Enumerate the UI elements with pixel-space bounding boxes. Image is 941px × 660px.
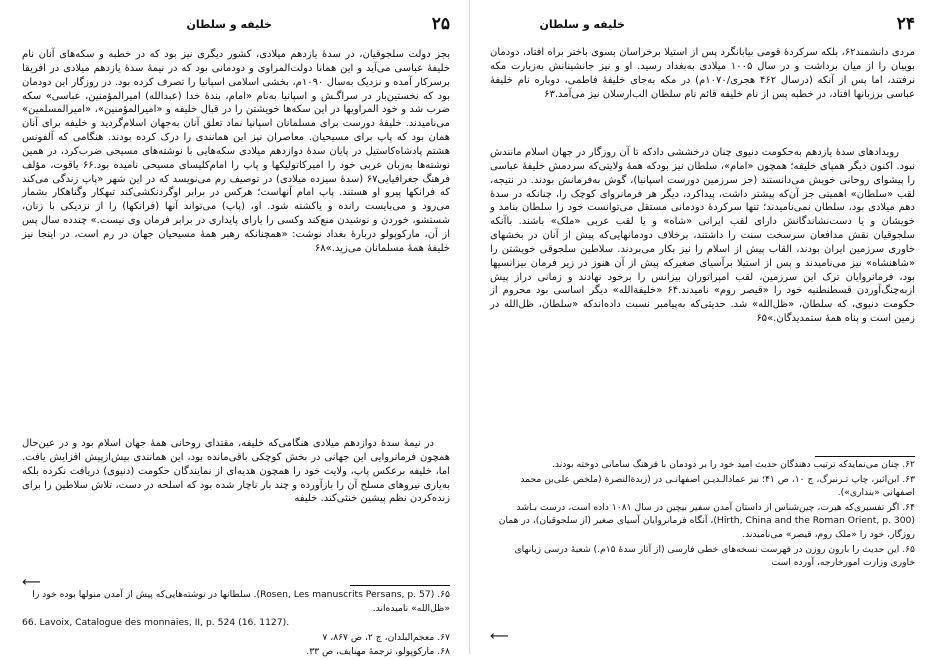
right-page-number: ۲۴ (896, 14, 915, 34)
right-footnotes (490, 458, 915, 571)
left-page-number: ۲۵ (431, 14, 450, 34)
left-footnotes (22, 588, 450, 660)
left-page-header (30, 14, 450, 40)
footnote-62: ۶۲. چنان می‌نماید‌که ترتیب دهندگان حدیث امید خود را بر دودمان با فرهنگ سامانی دوخته بودند. (551, 459, 915, 470)
right-page-header (490, 14, 915, 40)
footnote-67: ۶۷. معجم‌البلدان، ج ۲، ص ۸۶۷، ۷ (322, 631, 450, 643)
left-paragraph-1: بجز دولت سلجوقیان، در سدهٔ یازدهم میلادی، کشور دیگری نیز بود که در خطبه و سکه‌های آنان نام خلیفهٔ عباسی می‌آید و این همانا دولت‌المراوی و دودمانی بود که در نیمهٔ سدهٔ یازدهم میلادی در افریقا برسرکار آمده و نزدیک به‌سال ۱۰۹۰م، بخشی اسلامی اسپانیا را تصرف کرده بود. در روزگار این دودمان بود که نخستین‌بار در سراگـش و اسپانیا به‌نام «امام، بندهٔ خدا (عبدالله) امیرالمؤمنین، عباسی» سکه ضرب شد و خود المراویها در این سکه‌ها خویشتن را در قبال خلیفه و «امیرالمؤمنین»، «امیرالمسلمین» می‌نامیدند. خلیفهٔ دورست برای مسلمانان اسپانیا نماد تعلق آنان به‌جهان اسلام‌گردید و خلیفه برای آنان همان بود که پاپ برای مسیحیان. معاصران نیز این همانندی را درک کرده بودند. هنگامی که آلفونس هشتم پادشاه‌کاستیل در پایان سدهٔ دوازدهم میلادی سکه‌هایی با نوشته‌های مسیحی ضرب‌کرد، در همین نوشته‌ها به‌زبان عربی خود را امیرکاتولیکها و پاپ را امام‌کلیسای مسیحی نامیده بود.۶۶ یاقوت، مؤلف فرهنگ جغرافیایی۶۷ (سدهٔ سیزده میلادی) در توصیف رم می‌نویسد که در این شهر «پاپ زندگی می‌کند که فرانکها پیرو او هستند. پاپ امام آنهاست؛ هرکس در برابر او‌گردنکشی‌کند تبهکار و‌گناهکار بشمار می‌رود و می‌بایست رانده و یا‌کشته شود. او، (پاپ) می‌تواند آنها (فرانکها) را از نزدیکی با زنان، شستشو، خوردن و نوشیدن منع‌کند وکسی را یارای پایداری در برابر فرمان وی نیست.» چند‌ده سال پس از آن، مارکوپولو دربارهٔ بغداد نوشت: «همچنانکه رهبر همهٔ مسیحیان جهان در رم است، در اینجا نیز خلیفهٔ همهٔ مسلمانان می‌زید.»۶۸ (22, 49, 450, 254)
footnote-65-right: ۶۵. این حدیث را بارون روزن در فهرست نسخه‌های خطی فارسی (از آثار سدهٔ ۱۵م.) شعبهٔ درسی زبانهای خاوری وزارت امورخارجه، آورده است (514, 543, 915, 569)
right-page (470, 0, 941, 654)
left-footnote-separator (350, 585, 450, 586)
footnote-65-left: ۶۵. (Rosen, Les manuscrits Persans, p. 57). سلطانها در نوشته‌هایی‌که پیش از آمدن منولها بوده خود را «ظل‌الله» نامیده‌اند. (32, 589, 450, 614)
right-continuation-arrow: ⟵ (490, 629, 509, 644)
footnote-68: ۶۸. مارکوپولو، ترجمهٔ مهنایف، ص ۳۳. (306, 646, 450, 658)
left-running-title: خلیفه و سلطان (186, 18, 272, 31)
right-footnote-separator (815, 456, 915, 457)
footnote-66: 66. Lavoix, Catalogue des monnaies, II, p. 524 (16. 1127). (22, 617, 290, 629)
footnote-64: ۶۴. اگر تفسیری‌که هیرت، چین‌شناس از داستان آمدن سفیر بیچین در سال ۱۰۸۱ داده است، درست بـاشد (Hirth, China and the Roman Orient, p. 300)، آنگاه فرمانروایان آسیای صغیر (از سلجوقیان)، در همان روزگار، خود را «ملک روم، قیصر» می‌نامیدند. (498, 501, 915, 540)
footnote-63: ۶۳. ابن‌اثیر، چاپ تـرنبرگ، ج ۱۰، ص ۴۱؛ نیز عمادالـدیـن اصفهانـی در (زبدةالنصرة (ملخص علی‌بن محمد اصفهانی «بنداری»). (520, 473, 915, 499)
left-paragraph-2: در نیمهٔ سدهٔ دوازدهم میلادی هنگامی‌که خلیفه، مقتدای روحانی همهٔ جهان اسلام بود و در عین‌حال همچون فرمانروایی این جهانی در بخش کوچکی باقی‌مانده بود، این همانندی بیش‌ازپیش افزایش یافت. اما، خلیفه برعکس پاپ، ولایت خود را همچون هدیه‌ای از نمایندگان حکومت (دنیوی) دریافت نکرده بلکه به‌یاری نیروهای مسلح آن را بازآورده و چند بار ناچار شده بود که اسلحه در دست، تلاش سلاطین را برای زنده‌کردن نظم پیشین خنثی‌کند. خلیفه (22, 438, 450, 505)
left-continuation-arrow: ⟵ (22, 575, 41, 590)
right-paragraph-1: مردی دانشمند۶۲، بلکه سرکردهٔ قومی بیابانگرد پس از استیلا برخراسان بسوی باختر براه افتاد، دودمان بوییان را از میان برداشت و در سال ۱۰۰۵ میلادی به‌بغداد رسید. او و نیز جانشینانش به‌زیارت مکه نرفتند، اما پس از آنکه (درسال ۴۶۲ هجری/۱۰۷۰م) در مکه به‌جای خلیفهٔ فاطمی، دوباره نام خلیفهٔ عباسی برزبانها افتاد، در خطبه پس از نام خلیفه قائم نام سلطان الب‌ارسلان نیز می‌آمد.۶۳ (490, 47, 916, 100)
left-page (0, 0, 470, 658)
right-running-title: خلیفه و سلطان (539, 18, 625, 31)
right-paragraph-2: رویدادهای سدهٔ یازدهم به‌حکومت دنیوی چنان درخششی داد‌که تا آن روزگار در جهان اسلام مانندش نبود. اکنون دیگر همپای خلیفه؛ همچون «امام»، سلطان نیز بود‌که همهٔ ولایتی‌که سردمش خلیفهٔ عباسی را پیشوای روحانی خویش می‌دانستند (جز سرزمین دورست اسپانیا)، گوش به‌فرمانش بودند. در نتیجه، لقب «سلطان» اهمیتی جز آن‌که پیشتر داشت، پیدا‌کرد، دیگر هر فرمانروای کوچک را، چنانکه در سدهٔ دهم میلادی بود، سلطان نمی‌نامیدند؛ تنها سرکردهٔ دودمانی مستقل می‌توانست خود را سلطان بنامد و خویشان و یا دست‌نشاندگانش دارای لقب ایرانی «شاه» و یا لقب عربی «ملک» باشند. باآنکه سلجوقیان نقش مدافعان سرسخت سنت را داشتند، برخلاف دودمانهایی‌که پیش از آنان در بخشهای خاوری سرزمین ایران بودند، القاب پیش از اسلام را نیز بکار می‌بردند. سلاطین سلجوقی خویشتن را «شاهنشاه» نیز می‌نامیدند و پس از استیلا برآسیای صغیر‌که پیش از آن هنوز در زیر فرمان بیزانسیها بود، فرمانروایان ترک این سرزمین، لقب امپراتوران بیزانس را برخود نهادند و زمانی دراز پیش از‌به‌چنگ‌آوردن قسطنطنیه خود را «قیصر روم» نامیدند.۶۴ «خلیفةالله» دیگر اساسی بود محروم از حکومت دنیوی، که سلطان، «ظل‌الله» شد. حدیثی‌که به‌پیامبر نسبت داده‌اند‌که «سلطان، ظل‌الله در زمین است و پناه همهٔ ستمدیدگان.»۶۵ (490, 147, 915, 325)
